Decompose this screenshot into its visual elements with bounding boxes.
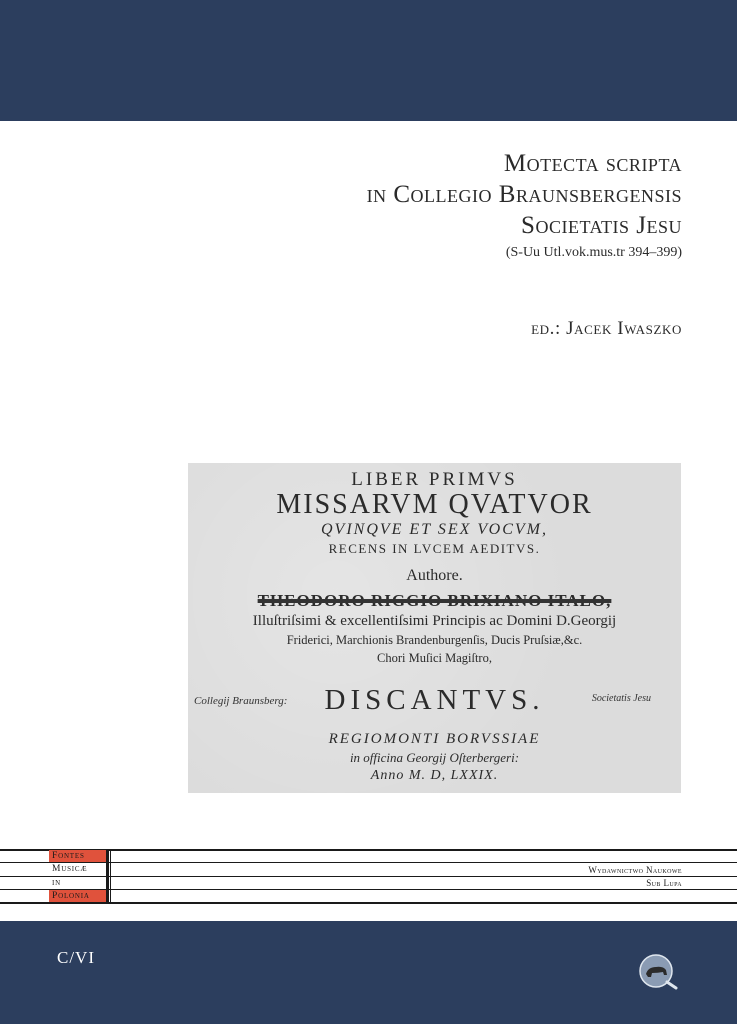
facsimile-line-12: in officina Georgij Oſterbergeri: (349, 750, 520, 765)
series-logo-line-1: Fontes (49, 850, 106, 862)
facsimile-line-13: Anno M. D, LXXIX. (370, 768, 499, 783)
editor-credit: ed.: Jacek Iwaszko (531, 318, 682, 339)
she-wolf-seal-icon (636, 952, 682, 990)
title-block (367, 148, 682, 263)
series-logo-line-3: in (52, 878, 61, 888)
facsimile-line-8: Friderici, Marchionis Brandenburgenſis, Ducis Pruſsiæ,&c. (286, 633, 583, 647)
handwritten-note-right: Societatis Jesu (591, 693, 651, 704)
facsimile-line-11: REGIOMONTI BORVSSIAE (328, 731, 541, 747)
title-line-2: in Collegio Braunsbergensis (366, 181, 682, 208)
series-logo-line-4: Polonia (49, 890, 106, 902)
series-logo-line-2: Musicæ (52, 864, 88, 874)
shelfmark: (S-Uu Utl.vok.mus.tr 394–399) (505, 245, 682, 260)
facsimile-line-3: QVINQVE ET SEX VOCVM, (321, 521, 548, 538)
publisher-line-2: Sub Lupa (646, 878, 682, 888)
top-band (0, 0, 737, 121)
volume-number: C/VI (57, 948, 95, 967)
facsimile-line-10: DISCANTVS. (324, 684, 545, 716)
handwritten-note-left: Collegij Braunsberg: (194, 695, 288, 707)
logo-bar-right (110, 850, 111, 903)
logo-bar-left (106, 850, 109, 903)
facsimile-line-6: THEODORO RIGGIO BRIXIANO ITALO, (257, 591, 612, 610)
facsimile-line-9: Chori Muſici Magiſtro, (377, 651, 492, 665)
title-line-3: Societatis Jesu (521, 212, 682, 239)
facsimile-line-7: Illuſtriſsimi & excellentiſsimi Principis ac Domini D.Georgij (252, 613, 617, 629)
series-logo (49, 850, 106, 903)
title-page-facsimile (188, 463, 681, 793)
title-line-1: Motecta scripta (503, 150, 682, 177)
publisher-line-1: Wydawnictwo Naukowe (588, 865, 682, 875)
facsimile-line-1: LIBER PRIMVS (351, 469, 518, 490)
bottom-band (0, 921, 737, 1024)
facsimile-line-5: Authore. (406, 567, 463, 584)
facsimile-line-4: RECENS IN LVCEM AEDITVS. (328, 541, 541, 556)
facsimile-line-2: MISSARVM QVATVOR (276, 489, 593, 520)
